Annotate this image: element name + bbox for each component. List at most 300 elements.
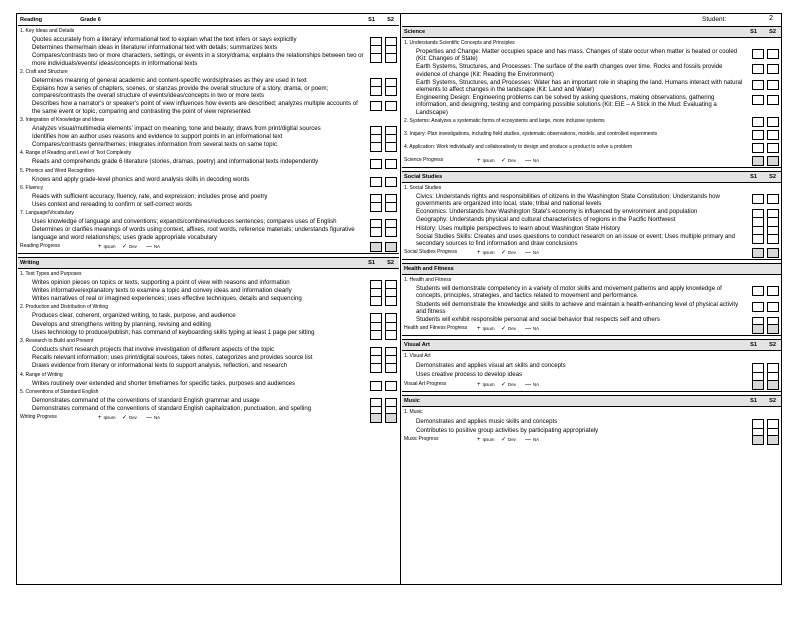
- dev-key-symbol: ✓: [501, 381, 507, 388]
- category-label: [402, 38, 781, 47]
- s1-label: S1: [750, 397, 757, 404]
- category-label: [18, 67, 399, 76]
- s2-grade-box[interactable]: [767, 324, 779, 334]
- s2-grade-box[interactable]: [385, 413, 397, 423]
- standard-text: Uses knowledge of language and conventions; expands/combines/reduces sentences; compares uses of English: [32, 218, 337, 226]
- standard-text: Civics: Understands rights and responsibilities of citizens in the Washington State Constitution; Understands how governments are organized into local, state, tribal and national levels: [416, 192, 720, 208]
- grade-boxes: [752, 324, 779, 334]
- na-key-text: NA: [533, 326, 540, 332]
- standard-text: Earth Systems, Structures, and Processes: Water has an important role in shaping the land. Humans interact with natural elements to affect changes in the landscape (Kit: Land and Water): [416, 78, 743, 94]
- dev-key-text: Dev: [129, 415, 137, 421]
- standard-item: [18, 287, 399, 294]
- s1-label: S1: [368, 16, 375, 23]
- na-key-text: NA: [533, 437, 540, 443]
- grade-boxes: [752, 80, 779, 90]
- s1-grade-box[interactable]: [752, 130, 764, 140]
- progress-row: [402, 155, 781, 168]
- progress-row: [402, 247, 781, 260]
- standard-item: [18, 354, 399, 361]
- dev-key-symbol: ✓: [501, 250, 507, 257]
- na-key-text: NA: [533, 250, 540, 256]
- writing-progress-label: Writing Progress: [20, 414, 57, 421]
- dev-key-symbol: ✓: [122, 415, 128, 422]
- standard-text: Conducts short research projects that involve investigation of different aspects of the topic: [32, 346, 275, 354]
- ip-key-symbol: +: [477, 437, 481, 444]
- ip-key-symbol: +: [98, 243, 102, 250]
- s2-grade-box[interactable]: [767, 302, 779, 312]
- standard-text: Students will exhibit responsible personal and social behavior that respects self and others: [416, 316, 660, 324]
- standard-item: [402, 427, 781, 434]
- standard-text: Demonstrates command of the conventions of standard English capitalization, punctuation, and spelling: [32, 405, 312, 413]
- standard-text: Engineering Design: Engineering problems can be solved by asking questions, making observations, gathering information, and designing, testing and comparing possible solutions (Kit: EIE – A Stick in the Mud: Evaluating a Landscape): [416, 94, 717, 116]
- standard-item: [18, 329, 399, 336]
- ip-key: [98, 412, 115, 424]
- grade-boxes: [370, 53, 397, 63]
- s2-grade-box[interactable]: [767, 380, 779, 390]
- s2-grade-box[interactable]: [767, 143, 779, 153]
- na-key: [525, 155, 539, 167]
- na-key-symbol: —: [146, 415, 152, 422]
- s1-grade-box[interactable]: [370, 101, 382, 111]
- student-row: [402, 14, 781, 26]
- grade-boxes: [752, 194, 779, 204]
- standard-item: [402, 63, 781, 77]
- standard-text: Demonstrates and applies visual art skills and concepts: [416, 362, 566, 370]
- na-key-symbol: —: [146, 243, 152, 250]
- category-text: 4. Range of Writing: [20, 371, 63, 378]
- ip-key-text: Ipsum: [103, 243, 116, 249]
- standard-text: Writes opinion pieces on topics or texts, supporting a point of view with reasons and information: [32, 278, 290, 286]
- standard-text: History: Uses multiple perspectives to learn about Washington State History: [416, 224, 621, 232]
- category-text: 1. Health and Fitness: [404, 277, 452, 284]
- standard-item: [18, 226, 399, 240]
- na-key-text: NA: [533, 381, 540, 387]
- dev-key-text: Dev: [129, 243, 137, 249]
- ip-key-symbol: +: [98, 415, 102, 422]
- music-title: Music: [404, 397, 420, 404]
- standard-item: [18, 125, 399, 132]
- standard-item: [18, 52, 399, 66]
- category-text: 7. Language/Vocabulary: [20, 210, 74, 217]
- category-label: [18, 148, 399, 157]
- s1-label: S1: [750, 342, 757, 349]
- ip-key: [477, 434, 494, 446]
- social-title: Social Studies: [404, 173, 443, 180]
- s2-grade-box[interactable]: [767, 49, 779, 59]
- standard-text: Students will demonstrate competency in a variety of motor skills and movement patterns and apply knowledge of concepts, principles, strategies, and tactics related to movement and performance.: [416, 285, 722, 300]
- standard-item: [18, 141, 399, 148]
- dev-key-text: Dev: [508, 326, 516, 332]
- grade-boxes: [752, 95, 779, 105]
- standard-item: [402, 301, 781, 315]
- s2-label: S2: [769, 397, 776, 404]
- s1-label: S1: [750, 29, 757, 35]
- grade-label: Grade 6: [80, 16, 101, 23]
- standard-item: [18, 133, 399, 140]
- standard-item: [18, 312, 399, 319]
- dev-key: [501, 155, 516, 167]
- category-text: 2. Systems: Analyzes a systematic forms of ecosystems and large, more inclusive systems: [404, 117, 605, 124]
- standard-item: [402, 94, 781, 116]
- dev-key-text: Dev: [508, 437, 516, 443]
- category-label: [18, 387, 399, 396]
- s2-grade-box[interactable]: [767, 95, 779, 105]
- s2-grade-box[interactable]: [385, 86, 397, 96]
- ip-key: [477, 323, 494, 335]
- na-key-symbol: —: [525, 326, 531, 333]
- category-label: [18, 208, 399, 217]
- standard-text: Identifies how an author uses reasons and evidence to support points in an informational text: [32, 133, 283, 141]
- s2-grade-box[interactable]: [385, 227, 397, 237]
- right-column: [402, 14, 781, 446]
- category-label: [18, 336, 399, 345]
- standard-item: [18, 405, 399, 412]
- health-header: [402, 263, 781, 275]
- na-key-text: NA: [154, 243, 161, 249]
- science-header: [402, 26, 781, 38]
- s1-grade-box[interactable]: [752, 435, 764, 445]
- standard-item: [402, 285, 781, 299]
- progress-label: Social Studies Progress: [404, 249, 458, 256]
- s2-grade-box[interactable]: [385, 101, 397, 111]
- writing-section: [18, 269, 399, 412]
- progress-row: [402, 434, 781, 446]
- standard-text: Reads with sufficient accuracy, fluency, rate, and expression; includes prose and poetry: [32, 192, 268, 200]
- ip-key-text: Ipsum: [482, 250, 495, 256]
- grade-boxes: [370, 413, 397, 423]
- standard-text: Draws evidence from literary or informational texts to support analysis, reflection, and research: [32, 362, 288, 370]
- standard-text: Geography: Understands physical and cultural characteristics of regions in the Pacific Northwest: [416, 216, 676, 224]
- standard-text: Knows and apply grade-level phonics and word analysis skills in decoding words: [32, 175, 250, 183]
- ip-key: [477, 247, 494, 259]
- dev-key-text: Dev: [508, 250, 516, 256]
- ip-key-text: Ipsum: [482, 437, 495, 443]
- category-label: [18, 183, 399, 192]
- s2-label: S2: [387, 259, 394, 266]
- visualart-header: [402, 339, 781, 351]
- ip-key-symbol: +: [477, 326, 481, 333]
- standard-text: Students will demonstrate the knowledge and skills to achieve and maintain a health-enhancing level of physical activity and fitness: [416, 300, 739, 315]
- category-label: [402, 144, 781, 155]
- standard-item: [402, 316, 781, 323]
- standard-item: [402, 371, 781, 378]
- progress-row: [402, 379, 781, 392]
- dev-key: [501, 247, 516, 259]
- standard-item: [402, 418, 781, 425]
- grade-boxes: [752, 248, 779, 258]
- s1-grade-box[interactable]: [752, 80, 764, 90]
- category-text: 2. Production and Distribution of Writing: [20, 304, 109, 311]
- standard-text: Reads and comprehends grade 6 literature (stories, dramas, poetry) and informational texts independently: [32, 158, 319, 166]
- grade-boxes: [370, 242, 397, 252]
- social-header: [402, 171, 781, 183]
- s1-grade-box[interactable]: [752, 286, 764, 296]
- standard-item: [18, 380, 399, 387]
- standard-item: [402, 362, 781, 369]
- category-label: [402, 183, 781, 192]
- na-key: [525, 434, 539, 446]
- standard-text: Uses context and rereading to confirm or self-correct words: [32, 201, 192, 209]
- standard-text: Writes informative/explanatory texts to examine a topic and convey ideas and information clearly: [32, 287, 292, 295]
- category-text: 4. Application: Work individually and collaboratively to design and produce a product to solve a problem: [404, 143, 633, 150]
- standard-item: [402, 208, 781, 215]
- s2-label: S2: [769, 342, 776, 349]
- standard-item: [18, 346, 399, 353]
- standard-item: [402, 233, 781, 247]
- standard-text: Writes narratives of real or imagined experiences; uses effective techniques, details and sequencing: [32, 295, 302, 303]
- category-text: 5. Conventions of Standard English: [20, 388, 99, 395]
- standard-item: [402, 193, 781, 207]
- progress-label: Visual Art Progress: [404, 380, 447, 387]
- s2-grade-box[interactable]: [767, 435, 779, 445]
- s1-grade-box[interactable]: [752, 156, 764, 166]
- science-title: Science: [404, 29, 426, 35]
- grade-boxes: [752, 130, 779, 140]
- s1-label: S1: [368, 259, 375, 266]
- progress-label: Health and Fitness Progress: [404, 325, 468, 332]
- s2-grade-box[interactable]: [385, 242, 397, 252]
- na-key: [525, 323, 539, 335]
- s2-label: S2: [769, 173, 776, 180]
- left-column: [18, 14, 399, 424]
- category-label: [18, 269, 399, 278]
- category-text: 3. Inquiry: Plan investigations, including field studies, systematic observations, models, and controlled experiments: [404, 130, 658, 137]
- s1-grade-box[interactable]: [370, 227, 382, 237]
- na-key: [525, 379, 539, 391]
- s1-grade-box[interactable]: [752, 248, 764, 258]
- standard-text: Analyzes visual/multimedia elements' impact on meaning, tone and beauty; draws from print/digital sources: [32, 124, 321, 132]
- category-text: 3. Research to Build and Present: [20, 338, 94, 345]
- category-text: 5. Phonics and Word Recognition: [20, 167, 95, 174]
- standard-text: Economics: Understands how Washington State's economy is influenced by environment and population: [416, 208, 698, 216]
- grade-boxes: [370, 86, 397, 96]
- grade-boxes: [370, 227, 397, 237]
- dev-key: [501, 323, 516, 335]
- standard-text: Quotes accurately from a literary/ informational text to explain what the text infers or says explicitly: [32, 36, 297, 43]
- category-label: [402, 131, 781, 142]
- standard-text: Contributes to positive group activities by participating appropriately: [416, 426, 599, 434]
- dev-key: [122, 412, 137, 424]
- grade-boxes: [752, 435, 779, 445]
- grade-boxes: [752, 64, 779, 74]
- s2-grade-box[interactable]: [767, 234, 779, 244]
- ip-key-symbol: +: [477, 381, 481, 388]
- standard-text: Describes how a narrator's or speaker's point of view influences how events are described; analyzes multiple accounts of the same event or topic, comparing and contrasting the point of view represented: [32, 100, 358, 115]
- category-label: [402, 351, 781, 360]
- standard-text: Properties and Change: Matter occupies space and has mass. Changes of state occur when matter is heated or cooled (Kit: Changes of State): [416, 48, 738, 63]
- standard-item: [18, 100, 399, 114]
- category-label: [18, 302, 399, 311]
- category-text: 3. Integration of Knowledge and Ideas: [20, 116, 105, 123]
- ip-key-text: Ipsum: [482, 157, 495, 163]
- standard-item: [18, 218, 399, 225]
- visualart-title: Visual Art: [404, 342, 430, 349]
- standard-item: [18, 279, 399, 286]
- s2-grade-box[interactable]: [767, 248, 779, 258]
- na-key-symbol: —: [525, 157, 531, 164]
- standard-item: [18, 362, 399, 369]
- s2-grade-box[interactable]: [767, 194, 779, 204]
- dev-key-symbol: ✓: [501, 157, 507, 164]
- writing-progress-row: [18, 412, 399, 424]
- standard-text: Recalls relevant information; uses print/digital sources, takes notes, categorizes and provides source list: [32, 354, 313, 362]
- standard-text: Determines or clarifies meanings of words using context, affixes, root words, reference materials; understands figurative language and word relationships; uses grade appropriate vocabulary: [32, 226, 355, 241]
- reading-progress-row: [18, 241, 399, 254]
- s1-grade-box[interactable]: [752, 380, 764, 390]
- reading-section: [18, 26, 399, 241]
- ip-key-symbol: +: [477, 157, 481, 164]
- grade-boxes: [752, 286, 779, 296]
- na-key-symbol: —: [525, 437, 531, 444]
- progress-label: Science Progress: [404, 156, 444, 163]
- s1-grade-box[interactable]: [752, 302, 764, 312]
- s1-grade-box[interactable]: [752, 324, 764, 334]
- standard-text: Compares/contrasts two or more characters, settings, or events in a story/drama; explains the relationships between two or more individuals/events/ ideas/concepts in informational texts: [32, 52, 364, 67]
- s2-grade-box[interactable]: [767, 156, 779, 166]
- s1-grade-box[interactable]: [370, 53, 382, 63]
- standard-text: Writes routinely over extended and shorter timeframes for specific tasks, purposes and audiences: [32, 379, 296, 387]
- dev-key-symbol: ✓: [501, 326, 507, 333]
- standard-item: [18, 36, 399, 43]
- category-text: 1. Understands Scientific Concepts and Principles: [404, 40, 515, 46]
- standard-item: [18, 77, 399, 84]
- standard-text: Produces clear, coherent, organized writing, to task, purpose, and audience: [32, 312, 236, 320]
- s1-grade-box[interactable]: [752, 194, 764, 204]
- s2-grade-box[interactable]: [767, 64, 779, 74]
- category-label: [402, 118, 781, 129]
- standard-item: [402, 48, 781, 62]
- ip-key-symbol: +: [477, 250, 481, 257]
- health-section: [402, 275, 781, 336]
- standard-item: [18, 44, 399, 51]
- s1-grade-box[interactable]: [370, 86, 382, 96]
- reading-title: Reading: [20, 16, 43, 23]
- standard-item: [18, 85, 399, 99]
- s2-label: S2: [769, 29, 776, 35]
- s1-grade-box[interactable]: [370, 242, 382, 252]
- dev-key: [501, 434, 516, 446]
- standard-item: [18, 321, 399, 328]
- category-text: 1. Text Types and Purposes: [20, 270, 82, 277]
- dev-key-symbol: ✓: [122, 243, 128, 250]
- dev-key: [122, 241, 137, 253]
- dev-key-text: Dev: [508, 381, 516, 387]
- ip-key-text: Ipsum: [482, 326, 495, 332]
- ip-key: [98, 241, 115, 253]
- s2-grade-box[interactable]: [767, 117, 779, 127]
- s2-grade-box[interactable]: [767, 130, 779, 140]
- standard-text: Explains how a series of chapters, scenes, or stanzas provide the overall structure of a story, drama, or poem; compares/contrasts the overall structure of events/ideas/concepts in two or more texts: [32, 85, 329, 100]
- ip-key-text: Ipsum: [103, 415, 116, 421]
- standard-text: Demonstrates and applies music skills and concepts: [416, 417, 558, 425]
- category-text: 4. Range of Reading and Level of Text Complexity: [20, 150, 132, 157]
- standard-item: [402, 225, 781, 232]
- progress-label: Music Progress: [404, 436, 439, 443]
- na-key-symbol: —: [525, 381, 531, 388]
- category-text: 6. Fluency: [20, 184, 44, 191]
- grade-boxes: [752, 302, 779, 312]
- category-text: 2. Craft and Structure: [20, 68, 68, 75]
- standard-text: Determines meaning of general academic and content-specific words/phrases as they are used in text: [32, 76, 307, 84]
- progress-row: [402, 323, 781, 336]
- social-section: [402, 183, 781, 260]
- na-key-text: NA: [154, 415, 161, 421]
- s2-label: S2: [387, 16, 394, 23]
- s1-grade-box[interactable]: [752, 64, 764, 74]
- na-key: [525, 247, 539, 259]
- ip-key: [477, 155, 494, 167]
- grade-boxes: [752, 143, 779, 153]
- category-text: 1. Social Studies: [404, 184, 442, 191]
- visualart-section: [402, 351, 781, 391]
- na-key: [146, 412, 160, 424]
- reading-progress-label: Reading Progress: [20, 242, 61, 249]
- column-divider: [400, 13, 401, 585]
- standard-item: [18, 201, 399, 208]
- na-key-text: NA: [533, 157, 540, 163]
- standard-text: Social Studies Skills: Creates and uses questions to conduct research on an issue or event; Uses multiple primary and secondary sources to find information and draw conclusions: [416, 232, 736, 248]
- student-number: 2: [769, 15, 773, 22]
- s1-grade-box[interactable]: [752, 234, 764, 244]
- s1-label: S1: [750, 173, 757, 180]
- grade-boxes: [752, 380, 779, 390]
- standard-item: [18, 193, 399, 200]
- standard-text: Earth Systems, Structures, and Processes: The surface of the earth changes over time. Rocks and fossils provide evidence of change (Kit: Reading the Environment): [416, 63, 723, 78]
- s2-grade-box[interactable]: [385, 53, 397, 63]
- category-text: 1. Music: [404, 408, 423, 415]
- grade-boxes: [752, 117, 779, 127]
- science-section: [402, 38, 781, 168]
- s2-grade-box[interactable]: [767, 80, 779, 90]
- standard-item: [18, 295, 399, 302]
- category-text: 1. Visual Art: [404, 353, 431, 360]
- s1-grade-box[interactable]: [752, 49, 764, 59]
- standard-item: [402, 79, 781, 93]
- standard-text: Compares/contrasts genre/themes; integrates information from several texts on same topic: [32, 141, 277, 149]
- standard-item: [18, 176, 399, 183]
- grade-boxes: [752, 49, 779, 59]
- category-label: [402, 275, 781, 284]
- s1-grade-box[interactable]: [752, 95, 764, 105]
- s1-grade-box[interactable]: [370, 413, 382, 423]
- reading-header: [18, 14, 399, 26]
- standard-item: [18, 158, 399, 165]
- grade-boxes: [752, 156, 779, 166]
- grade-boxes: [752, 234, 779, 244]
- ip-key: [477, 379, 494, 391]
- category-label: [402, 407, 781, 416]
- grade-boxes: [370, 101, 397, 111]
- standard-item: [18, 397, 399, 404]
- standard-text: Uses technology to produce/publish; has command of keyboarding skills typing at least 1 page per sitting: [32, 328, 315, 336]
- music-header: [402, 395, 781, 407]
- na-key-symbol: —: [525, 250, 531, 257]
- category-label: [18, 115, 399, 124]
- dev-key-symbol: ✓: [501, 437, 507, 444]
- standard-text: Demonstrates command of the conventions of standard English grammar and usage: [32, 396, 260, 404]
- standard-item: [402, 216, 781, 223]
- writing-title: Writing: [20, 259, 40, 266]
- ip-key-text: Ipsum: [482, 381, 495, 387]
- s2-grade-box[interactable]: [767, 286, 779, 296]
- category-label: [18, 26, 399, 35]
- s1-grade-box[interactable]: [752, 143, 764, 153]
- student-label: Student:: [702, 16, 727, 23]
- s1-grade-box[interactable]: [752, 117, 764, 127]
- category-label: [18, 370, 399, 379]
- na-key: [146, 241, 160, 253]
- category-text: 1. Key Ideas and Details: [20, 28, 75, 34]
